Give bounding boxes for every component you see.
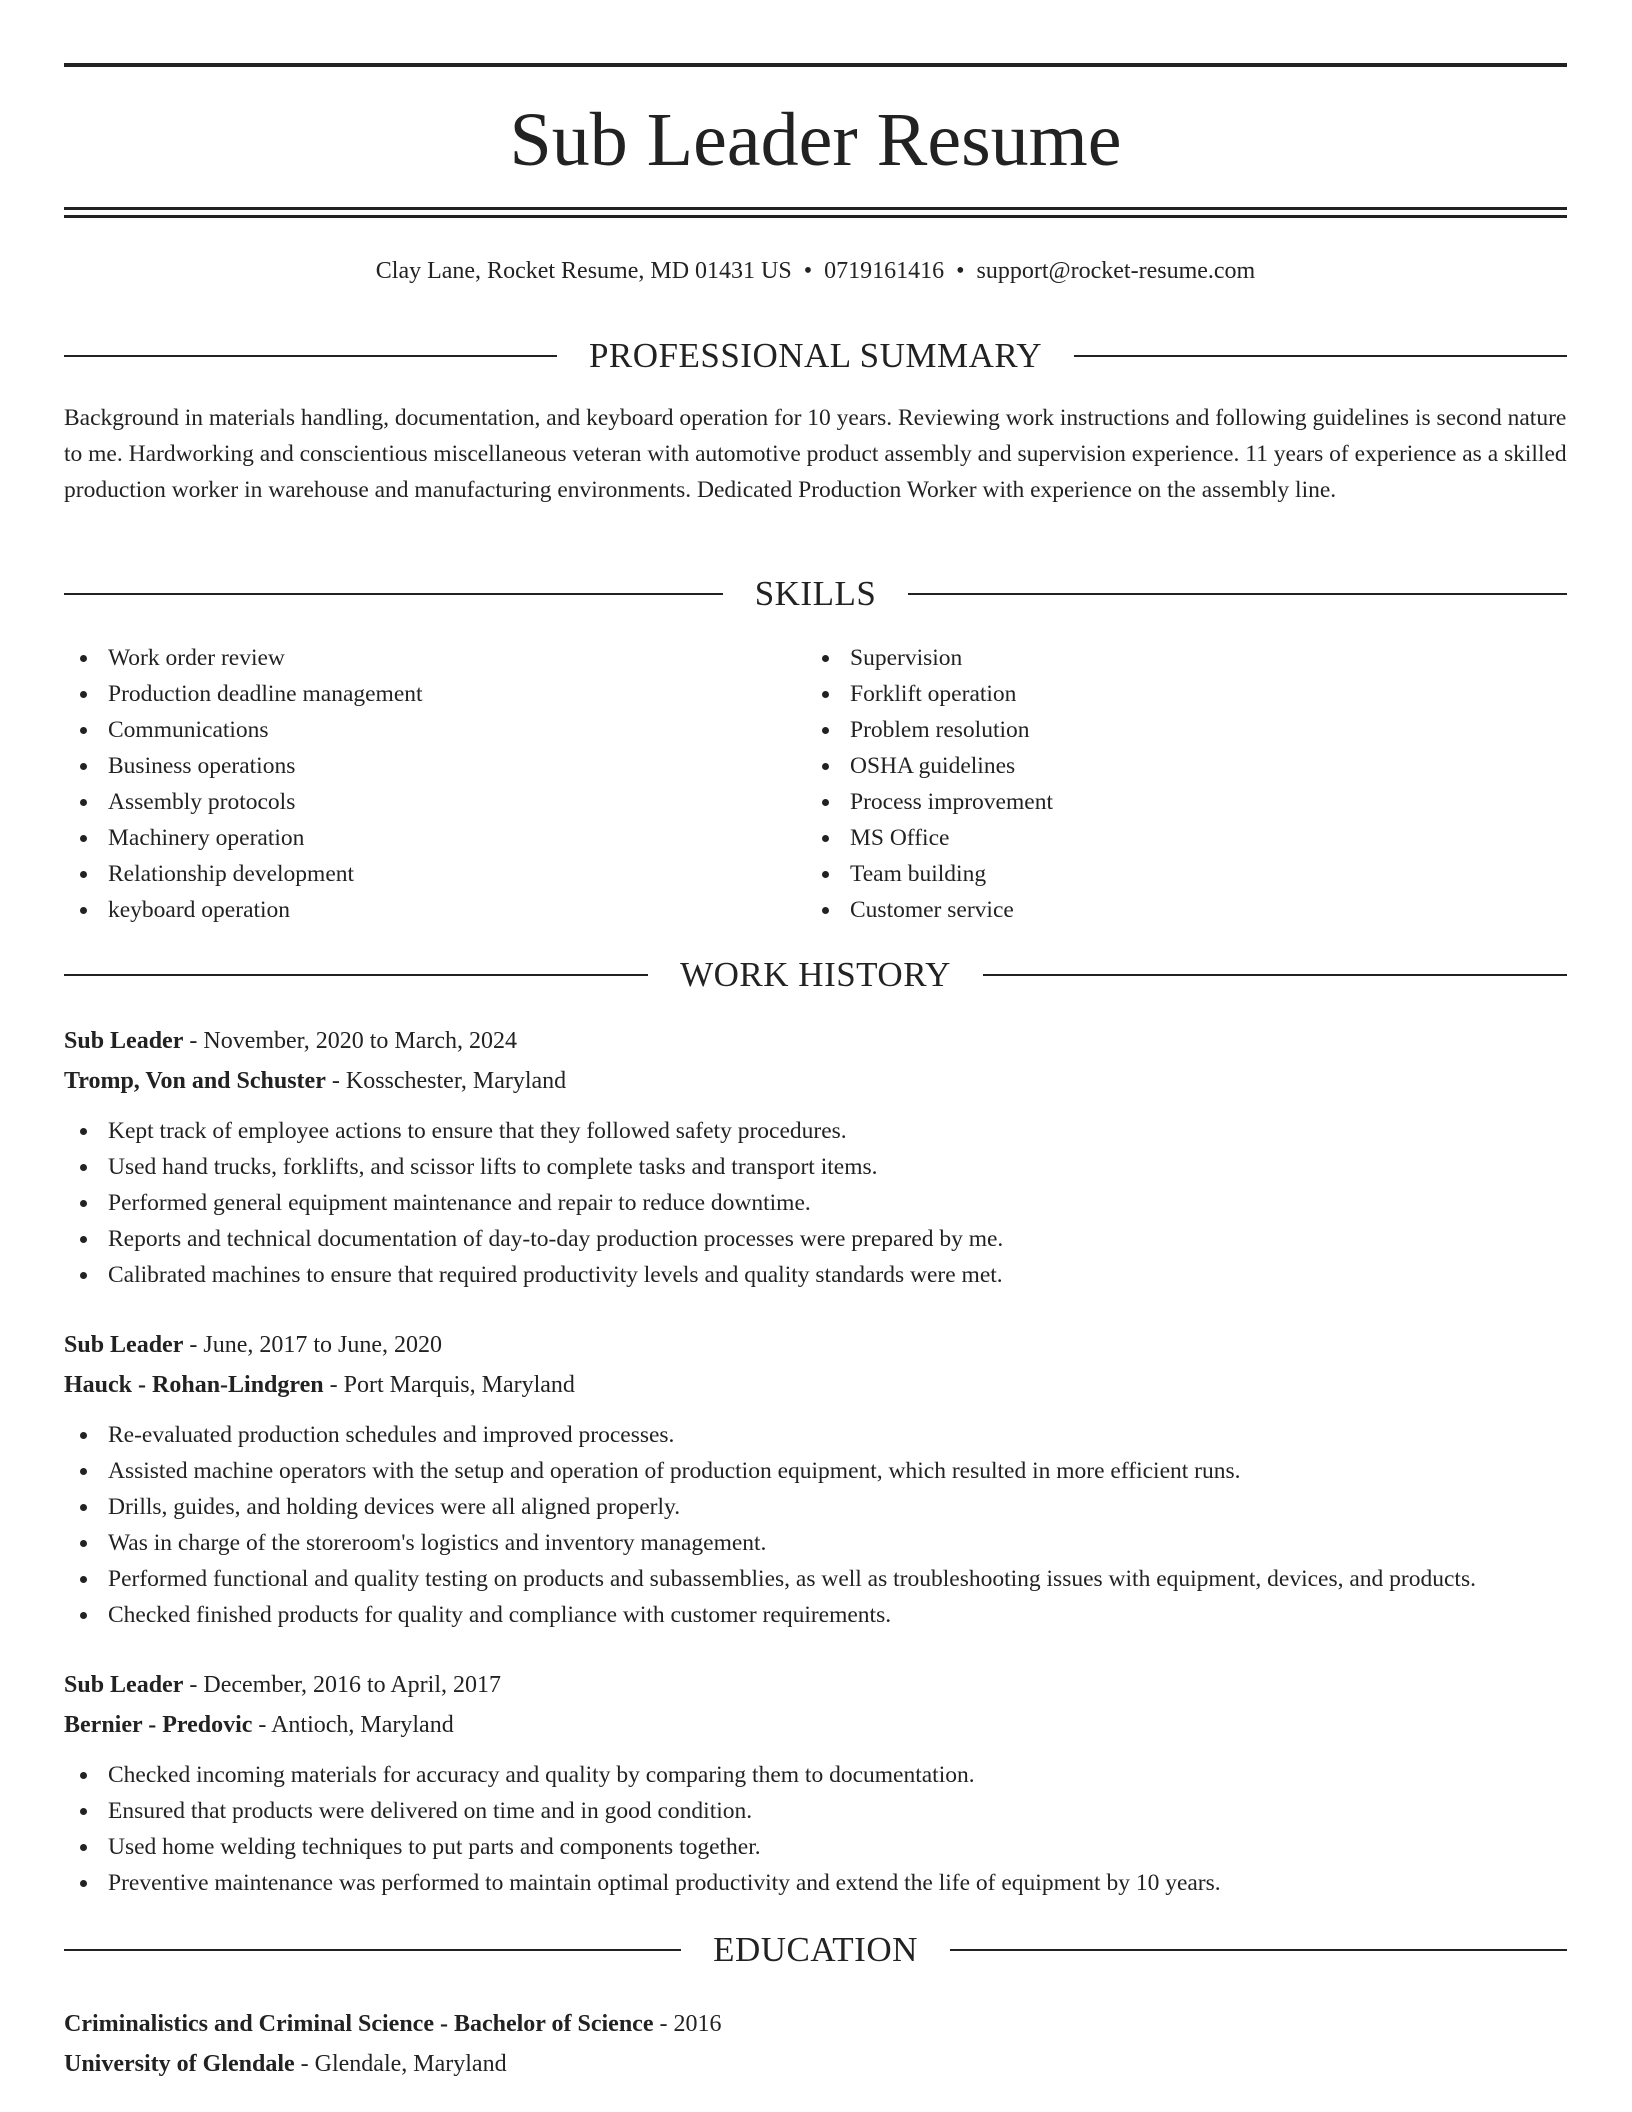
education-school: University of Glendale [64, 2051, 295, 2077]
education-entry [64, 2004, 1567, 2084]
job-title-line: Sub Leader - November, 2020 to March, 2024 [64, 1028, 517, 1054]
section-title: WORK HISTORY [680, 955, 951, 994]
contact-separator: • [956, 258, 965, 284]
contact-address: Clay Lane, Rocket Resume, MD 01431 US [375, 258, 792, 284]
skill-item: Assembly protocols [64, 784, 423, 820]
divider-line [64, 355, 557, 357]
skill-item: Customer service [806, 892, 1053, 928]
summary-paragraph: Background in materials handling, documentation, and keyboard operation for 10 years. Reviewing work instructions and following guidelines is second nature to me. Hardworking and conscientious miscellaneous veteran with automotive product assembly and supervision experience. 11 years of experience as a skilled production worker in warehouse and manufacturing environments. Dedicated Production Worker with experience on the assembly line. [64, 405, 1567, 503]
job-location: Kosschester, Maryland [345, 1068, 567, 1094]
education-location: Glendale, Maryland [314, 2051, 507, 2077]
divider-line [64, 1949, 681, 1951]
header-rule-2 [64, 215, 1567, 218]
job-title-line: Sub Leader - June, 2017 to June, 2020 [64, 1332, 443, 1358]
divider-line [950, 1949, 1567, 1951]
skill-item: Team building [806, 856, 1053, 892]
job-bullet: Performed functional and quality testing on products and subassemblies, as well as troubleshooting issues with equipment, devices, and products. [64, 1561, 1567, 1597]
skill-item: Machinery operation [64, 820, 423, 856]
skill-item: MS Office [806, 820, 1053, 856]
job-bullet: Performed general equipment maintenance and repair to reduce downtime. [64, 1185, 1567, 1221]
divider-line [908, 593, 1567, 595]
skill-item: keyboard operation [64, 892, 423, 928]
job-bullet: Re-evaluated production schedules and improved processes. [64, 1417, 1567, 1453]
education-degree-line: Criminalistics and Criminal Science - Bachelor of Science - 2016 [64, 2011, 722, 2037]
section-header-work [64, 953, 1567, 997]
page-title: Sub Leader Resume [509, 98, 1122, 182]
job-dates: November, 2020 to March, 2024 [203, 1028, 517, 1054]
job-company: Tromp, Von and Schuster [64, 1068, 326, 1094]
skills-list-left [64, 640, 423, 928]
job-bullet: Calibrated machines to ensure that required productivity levels and quality standards were met. [64, 1257, 1567, 1293]
job-dates: December, 2016 to April, 2017 [203, 1672, 502, 1698]
job-bullet: Was in charge of the storeroom's logistics and inventory management. [64, 1525, 1567, 1561]
job-bullet: Preventive maintenance was performed to maintain optimal productivity and extend the life of equipment by 10 years. [64, 1865, 1567, 1901]
education-year: 2016 [673, 2011, 722, 2037]
job-company: Bernier - Predovic [64, 1712, 253, 1738]
skill-item: Forklift operation [806, 676, 1053, 712]
skill-item: Relationship development [64, 856, 423, 892]
section-title: SKILLS [754, 574, 877, 613]
skill-item: Production deadline management [64, 676, 423, 712]
job-bullets [64, 1113, 1567, 1293]
divider-line [983, 974, 1567, 976]
job-title: Sub Leader [64, 1332, 184, 1358]
job-company-line: Bernier - Predovic - Antioch, Maryland [64, 1712, 454, 1738]
job-entry [64, 1665, 1567, 1901]
skills-list-right [806, 640, 1053, 928]
job-location: Antioch, Maryland [271, 1712, 454, 1738]
skill-item: Problem resolution [806, 712, 1053, 748]
job-bullets [64, 1757, 1567, 1901]
job-bullet: Used home welding techniques to put parts and components together. [64, 1829, 1567, 1865]
divider-line [64, 593, 723, 595]
section-header-skills [64, 572, 1567, 616]
job-location: Port Marquis, Maryland [343, 1372, 575, 1398]
contact-email: support@rocket-resume.com [976, 258, 1256, 284]
contact-separator: • [803, 258, 813, 284]
job-bullet: Reports and technical documentation of day-to-day production processes were prepared by me. [64, 1221, 1567, 1257]
section-header-education [64, 1928, 1567, 1972]
job-bullet: Checked finished products for quality and compliance with customer requirements. [64, 1597, 1567, 1633]
skill-item: Supervision [806, 640, 1053, 676]
section-title: EDUCATION [713, 1930, 918, 1969]
skill-item: Process improvement [806, 784, 1053, 820]
job-company-line: Hauck - Rohan-Lindgren - Port Marquis, Maryland [64, 1372, 575, 1398]
education-degree: Criminalistics and Criminal Science - Bachelor of Science [64, 2011, 654, 2037]
skill-item: Work order review [64, 640, 423, 676]
job-bullet: Used hand trucks, forklifts, and scissor lifts to complete tasks and transport items. [64, 1149, 1567, 1185]
divider-line [64, 974, 648, 976]
divider-line [1074, 355, 1567, 357]
job-bullet: Kept track of employee actions to ensure that they followed safety procedures. [64, 1113, 1567, 1149]
job-dates: June, 2017 to June, 2020 [203, 1332, 443, 1358]
job-company-line: Tromp, Von and Schuster - Kosschester, Maryland [64, 1068, 567, 1094]
job-bullet: Assisted machine operators with the setup and operation of production equipment, which resulted in more efficient runs. [64, 1453, 1567, 1489]
skill-item: OSHA guidelines [806, 748, 1053, 784]
job-entry [64, 1325, 1567, 1633]
section-header-summary [64, 334, 1567, 378]
job-company: Hauck - Rohan-Lindgren [64, 1372, 324, 1398]
job-bullet: Checked incoming materials for accuracy and quality by comparing them to documentation. [64, 1757, 1567, 1793]
job-title: Sub Leader [64, 1672, 184, 1698]
job-title-line: Sub Leader - December, 2016 to April, 2017 [64, 1672, 502, 1698]
header-top-rule [64, 63, 1567, 67]
section-title: PROFESSIONAL SUMMARY [588, 336, 1043, 375]
job-entry [64, 1021, 1567, 1293]
job-bullets [64, 1417, 1567, 1633]
job-bullet: Ensured that products were delivered on time and in good condition. [64, 1793, 1567, 1829]
header-rule-1 [64, 207, 1567, 210]
contact-line [64, 255, 1567, 287]
job-title: Sub Leader [64, 1028, 184, 1054]
skill-item: Communications [64, 712, 423, 748]
contact-phone: 0719161416 [824, 258, 945, 284]
job-bullet: Drills, guides, and holding devices were all aligned properly. [64, 1489, 1567, 1525]
education-school-line: University of Glendale - Glendale, Maryland [64, 2051, 507, 2077]
skill-item: Business operations [64, 748, 423, 784]
